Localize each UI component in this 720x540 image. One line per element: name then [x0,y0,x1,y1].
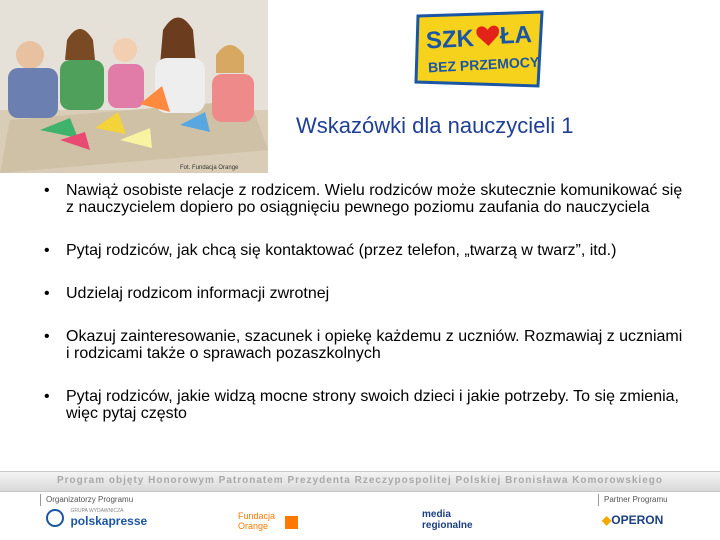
polskapresse-name: polskapresse [70,514,148,528]
logo-text-bez-przemocy: BEZ PRZEMOCY [427,53,540,76]
orange-square-icon [285,516,298,529]
tip-item: • Udzielaj rodzicom informacji zwrotnej [44,285,684,302]
polskapresse-circle-icon [46,509,64,527]
tip-item: • Pytaj rodziców, jakie widzą mocne strony swoich dzieci i jakie potrzeby. To się zmienia, więc pytaj często [44,388,684,422]
fundacja-line1: Fundacja [238,511,276,521]
szkola-bez-przemocy-logo [414,10,546,90]
partner-divider [598,494,599,506]
polskapresse-subtitle: GRUPA WYDAWNICZA [70,508,124,514]
fundacja-orange-logo [238,511,275,531]
patronage-strip [0,471,720,492]
partner-label: Partner Programu [604,495,668,504]
polskapresse-logo [46,508,147,528]
operon-logo [602,513,663,527]
tip-item: • Nawiąż osobiste relacje z rodzicem. Wielu rodziców może skutecznie komunikować się z nauczycielem dopiero po osiągnięciu pewnego poziomu zaufania do nauczyciela [44,182,684,216]
logo-text-szk: SZK [425,25,475,55]
classroom-photo [0,0,268,173]
organizers-label: Organizatorzy Programu [46,495,134,504]
patronage-text: Program objęty Honorowym Patronatem Prezydenta Rzeczypospolitej Polskiej Bronisława Komorowskiego [56,475,663,486]
media-line2: regionalne [422,520,473,531]
slide-title: Wskazówki dla nauczycieli 1 [296,113,574,138]
tips-list [44,182,684,422]
media-regionalne-logo [422,509,473,531]
fundacja-line2: Orange [238,521,269,531]
media-line1: media [422,509,451,520]
logo-text-la: ŁA [499,21,533,50]
operon-mark-icon: ◆ [602,513,612,527]
classroom-photo-illustration [0,0,268,173]
organizers-divider [40,494,41,506]
tip-item: • Okazuj zainteresowanie, szacunek i opiekę każdemu z uczniów. Rozmawiaj z uczniami i rodzicami także o sprawach pozaszkolnych [44,328,684,362]
operon-name: OPERON [611,513,664,527]
photo-credit: Fot. Fundacja Orange [180,165,239,171]
tip-item: • Pytaj rodziców, jak chcą się kontaktować (przez telefon, „twarzą w twarz”, itd.) [44,242,684,259]
